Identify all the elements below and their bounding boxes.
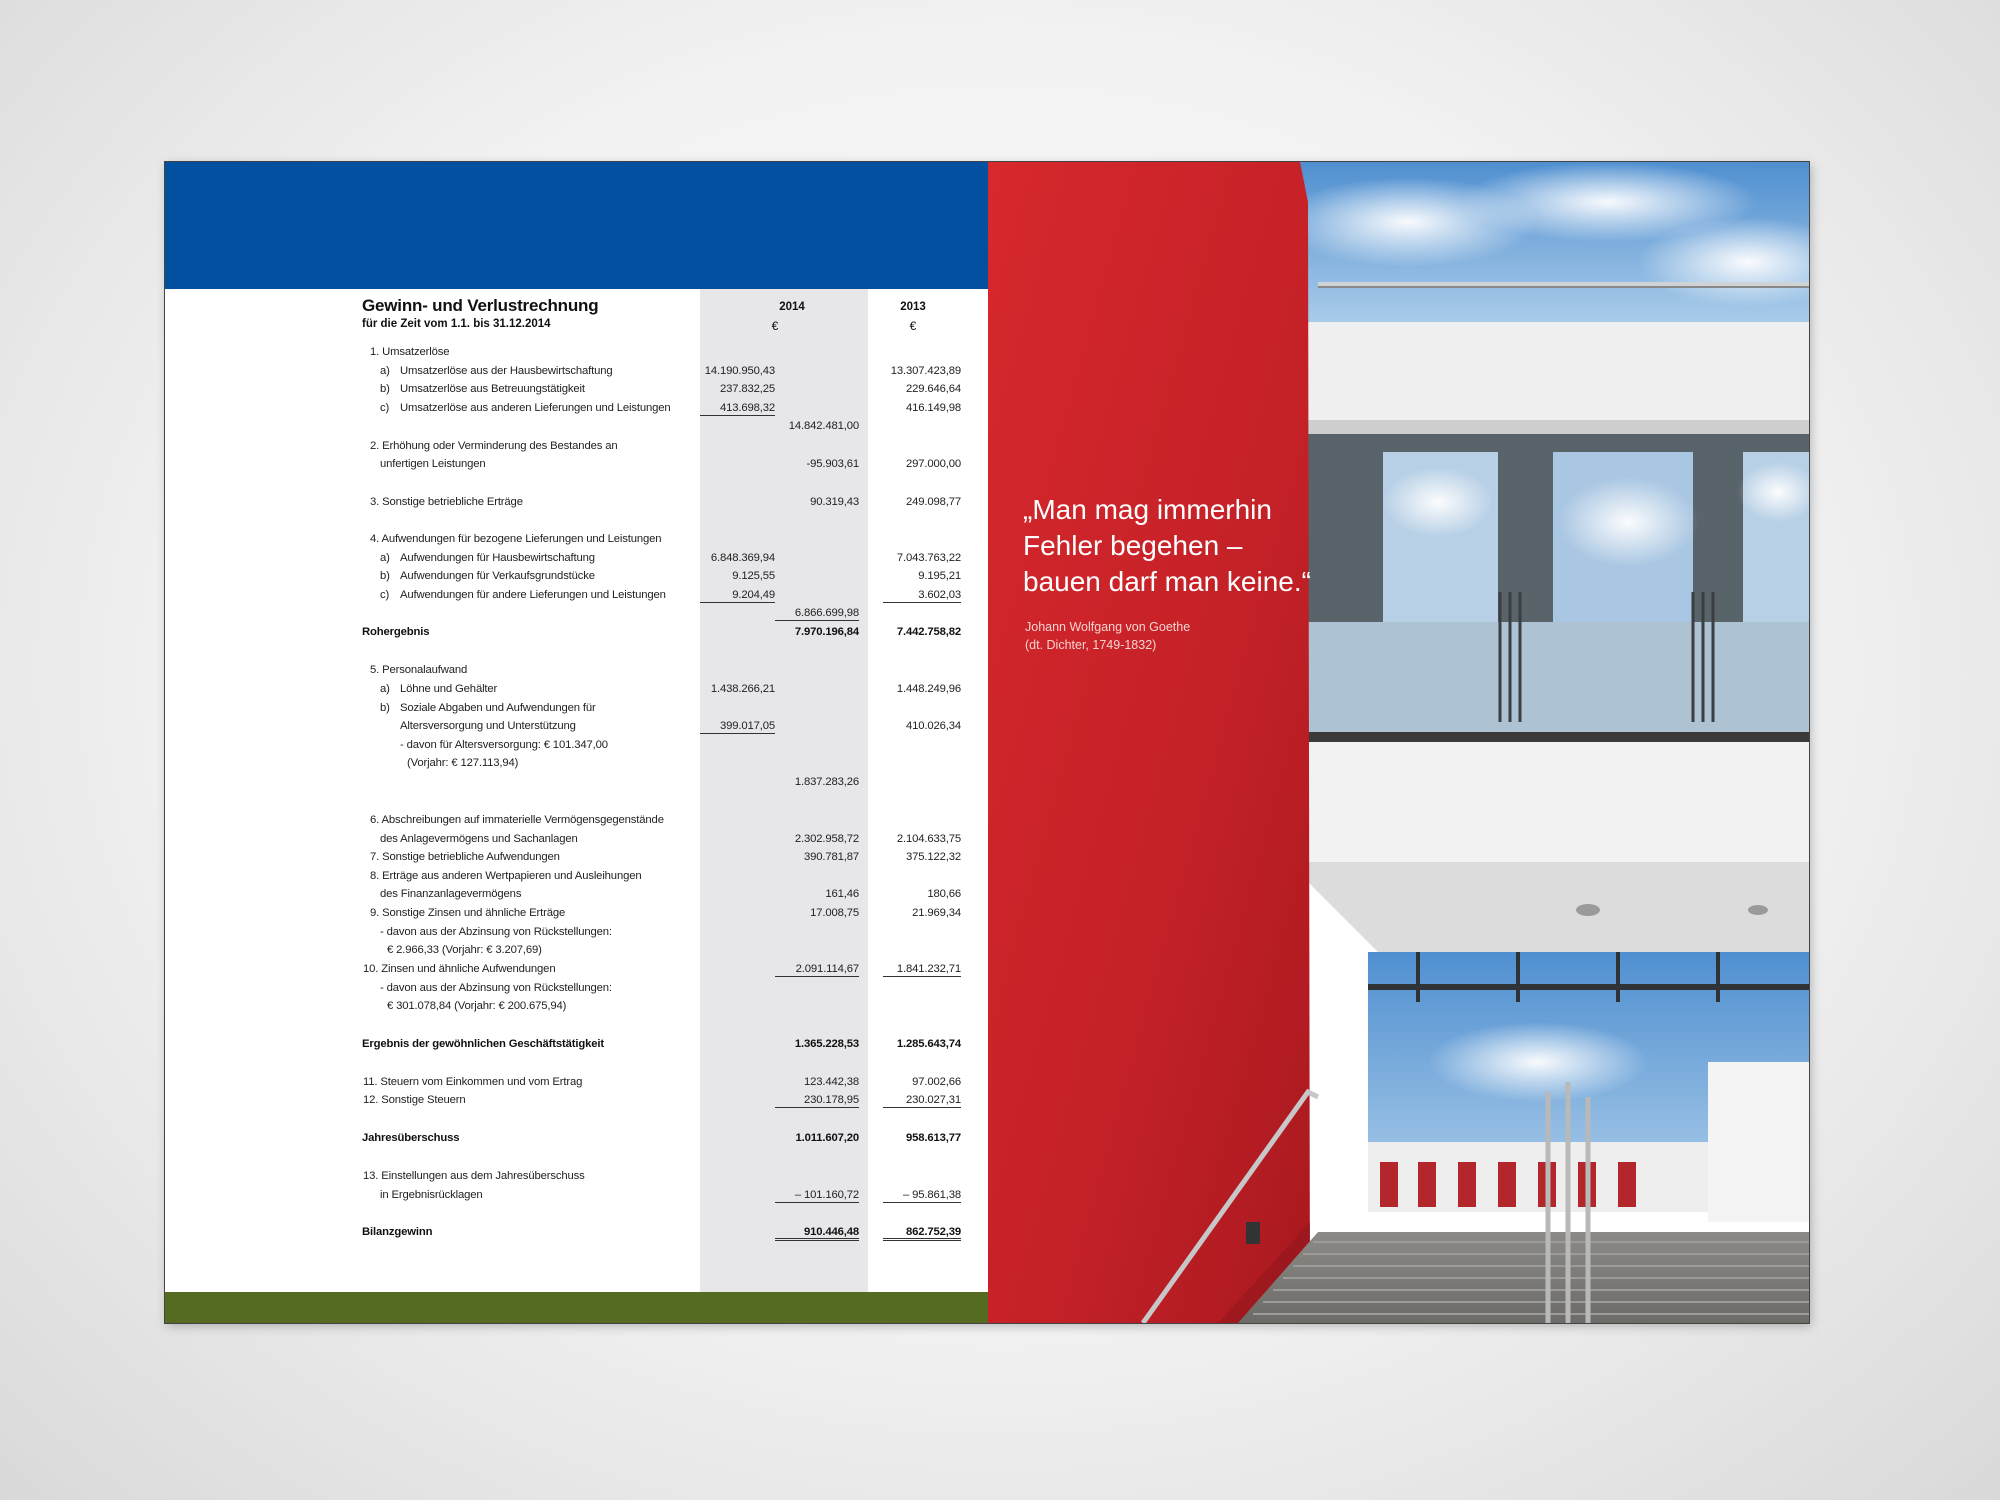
statement-row bbox=[165, 720, 988, 736]
quote-line-1: „Man mag immerhin bbox=[1023, 494, 1272, 525]
value-detail-2014: 6.848.369,94 bbox=[710, 552, 775, 564]
statement-row bbox=[165, 1170, 988, 1186]
value-2013: 180,66 bbox=[927, 888, 961, 900]
value-detail-2014: 1.438.266,21 bbox=[710, 683, 775, 695]
value-total-2014: -95.903,61 bbox=[806, 458, 859, 470]
statement-row bbox=[165, 1000, 988, 1016]
value-2013: 862.752,39 bbox=[883, 1226, 961, 1241]
statement-row bbox=[165, 383, 988, 399]
row-label: b) bbox=[380, 702, 390, 714]
row-text: Umsatzerlöse aus der Hausbewirtschaftung bbox=[400, 365, 613, 377]
value-2013: 249.098,77 bbox=[905, 496, 961, 508]
row-text: - davon aus der Abzinsung von Rückstellungen: bbox=[380, 926, 612, 938]
value-total-2014: 2.091.114,67 bbox=[775, 963, 859, 977]
statement-row bbox=[165, 346, 988, 362]
row-text: € 2.966,33 (Vorjahr: € 3.207,69) bbox=[387, 944, 542, 956]
quote-line-2: Fehler begehen – bbox=[1023, 530, 1243, 561]
row-text: Aufwendungen für andere Lieferungen und Leistungen bbox=[400, 589, 666, 601]
column-year-2013: 2013 bbox=[900, 301, 926, 313]
statement-row bbox=[165, 982, 988, 998]
value-2013: 13.307.423,89 bbox=[890, 365, 961, 377]
value-detail-2014: 14.190.950,43 bbox=[704, 365, 775, 377]
statement-row bbox=[165, 440, 988, 456]
value-total-2014: 230.178,95 bbox=[775, 1094, 859, 1108]
statement-row bbox=[165, 1038, 988, 1054]
column-currency-2013: € bbox=[909, 319, 917, 333]
row-text: (Vorjahr: € 127.113,94) bbox=[407, 757, 519, 769]
statement-row bbox=[165, 496, 988, 512]
column-year-2014: 2014 bbox=[779, 301, 805, 313]
statement-row bbox=[165, 870, 988, 886]
value-total-2014: 161,46 bbox=[825, 888, 859, 900]
row-label: a) bbox=[380, 552, 390, 564]
value-2013: 229.646,64 bbox=[905, 383, 961, 395]
value-detail-2014: 413.698,32 bbox=[700, 402, 775, 416]
row-label: c) bbox=[380, 589, 390, 601]
statement-row bbox=[165, 888, 988, 904]
statement-row bbox=[165, 926, 988, 942]
value-detail-2014: 399.017,05 bbox=[700, 720, 775, 734]
row-text: Aufwendungen für Verkaufsgrundstücke bbox=[400, 570, 595, 582]
statement-row bbox=[165, 702, 988, 718]
value-total-2014: 390.781,87 bbox=[803, 851, 859, 863]
row-label: c) bbox=[380, 402, 390, 414]
statement-row bbox=[165, 402, 988, 418]
row-text: des Anlagevermögens und Sachanlagen bbox=[380, 833, 578, 845]
row-text: - davon aus der Abzinsung von Rückstellungen: bbox=[380, 982, 612, 994]
row-text: - davon für Altersversorgung: € 101.347,00 bbox=[400, 739, 608, 751]
statement-row bbox=[165, 1094, 988, 1110]
value-2013: 297.000,00 bbox=[905, 458, 961, 470]
financial-statement-page bbox=[165, 162, 988, 1323]
row-label: b) bbox=[380, 383, 390, 395]
header-color-band bbox=[165, 162, 988, 289]
row-text: des Finanzanlagevermögens bbox=[380, 888, 522, 900]
value-2013: 97.002,66 bbox=[912, 1076, 961, 1088]
value-detail-2014: 9.204,49 bbox=[700, 589, 775, 603]
value-2013: 958.613,77 bbox=[905, 1132, 961, 1144]
row-label: a) bbox=[380, 683, 390, 695]
statement-row bbox=[165, 851, 988, 867]
statement-row bbox=[165, 739, 988, 755]
row-label: Rohergebnis bbox=[362, 626, 430, 638]
statement-row bbox=[165, 1076, 988, 1092]
row-label: 11. Steuern vom Einkommen und vom Ertrag bbox=[363, 1076, 583, 1088]
row-label: 2. Erhöhung oder Verminderung des Bestandes an bbox=[370, 440, 618, 452]
value-2013: 1.448.249,96 bbox=[896, 683, 961, 695]
statement-row bbox=[165, 589, 988, 605]
row-text: in Ergebnisrücklagen bbox=[380, 1189, 483, 1201]
row-label: 3. Sonstige betriebliche Erträge bbox=[370, 496, 523, 508]
value-total-2014: – 101.160,72 bbox=[775, 1189, 859, 1203]
value-total-2014: 2.302.958,72 bbox=[794, 833, 859, 845]
statement-row bbox=[165, 776, 988, 792]
statement-row bbox=[165, 365, 988, 381]
statement-row bbox=[165, 757, 988, 773]
quote-author: Johann Wolfgang von Goethe bbox=[1025, 620, 1191, 634]
row-label: 6. Abschreibungen auf immaterielle Vermögensgegenstände bbox=[370, 814, 664, 826]
row-label: 9. Sonstige Zinsen und ähnliche Erträge bbox=[370, 907, 566, 919]
statement-row bbox=[165, 963, 988, 979]
building-photo bbox=[988, 162, 1809, 1323]
row-text: Umsatzerlöse aus Betreuungstätigkeit bbox=[400, 383, 585, 395]
row-label: 10. Zinsen und ähnliche Aufwendungen bbox=[363, 963, 556, 975]
quote-attribution bbox=[1025, 618, 1190, 654]
statement-title: Gewinn- und Verlustrechnung bbox=[362, 296, 599, 315]
quote-line-3: bauen darf man keine.“ bbox=[1023, 566, 1311, 597]
row-text: Soziale Abgaben und Aufwendungen für bbox=[400, 702, 596, 714]
statement-row bbox=[165, 1132, 988, 1148]
row-label: a) bbox=[380, 365, 390, 377]
statement-row bbox=[165, 607, 988, 623]
statement-row bbox=[165, 664, 988, 680]
value-detail-2014: 9.125,55 bbox=[732, 570, 775, 582]
row-label: 12. Sonstige Steuern bbox=[363, 1094, 466, 1106]
column-currency-2014: € bbox=[771, 319, 779, 333]
value-2013: 1.841.232,71 bbox=[883, 963, 961, 977]
row-label: 7. Sonstige betriebliche Aufwendungen bbox=[370, 851, 560, 863]
row-text: Umsatzerlöse aus anderen Lieferungen und Leistungen bbox=[400, 402, 671, 414]
value-total-2014: 6.866.699,98 bbox=[775, 607, 859, 621]
goethe-quote bbox=[1023, 492, 1311, 600]
value-2013: 21.969,34 bbox=[912, 907, 961, 919]
statement-row bbox=[165, 420, 988, 436]
value-2013: 3.602,03 bbox=[883, 589, 961, 603]
statement-row bbox=[165, 533, 988, 549]
statement-row bbox=[165, 458, 988, 474]
statement-row bbox=[165, 626, 988, 642]
value-total-2014: 17.008,75 bbox=[810, 907, 859, 919]
value-2013: 1.285.643,74 bbox=[896, 1038, 961, 1050]
statement-row bbox=[165, 1189, 988, 1205]
quote-author-note: (dt. Dichter, 1749-1832) bbox=[1025, 638, 1157, 652]
statement-row bbox=[165, 814, 988, 830]
value-total-2014: 90.319,43 bbox=[810, 496, 859, 508]
statement-row bbox=[165, 552, 988, 568]
value-2013: 230.027,31 bbox=[883, 1094, 961, 1108]
value-2013: 2.104.633,75 bbox=[896, 833, 961, 845]
row-text: unfertigen Leistungen bbox=[380, 458, 486, 470]
statement-row bbox=[165, 570, 988, 586]
statement-row bbox=[165, 907, 988, 923]
statement-row bbox=[165, 944, 988, 960]
value-2013: 375.122,32 bbox=[905, 851, 961, 863]
value-2013: 7.043.763,22 bbox=[896, 552, 961, 564]
statement-row bbox=[165, 683, 988, 699]
value-2013: – 95.861,38 bbox=[883, 1189, 961, 1203]
value-total-2014: 1.011.607,20 bbox=[795, 1132, 859, 1144]
row-label: b) bbox=[380, 570, 390, 582]
photo-page bbox=[988, 162, 1809, 1323]
row-label: 4. Aufwendungen für bezogene Lieferungen und Leistungen bbox=[370, 533, 662, 545]
row-label: Jahresüberschuss bbox=[362, 1132, 460, 1144]
row-text: € 301.078,84 (Vorjahr: € 200.675,94) bbox=[387, 1000, 567, 1012]
row-label: 8. Erträge aus anderen Wertpapieren und Ausleihungen bbox=[370, 870, 642, 882]
row-text: Aufwendungen für Hausbewirtschaftung bbox=[400, 552, 595, 564]
row-label: 13. Einstellungen aus dem Jahresüberschuss bbox=[363, 1170, 585, 1182]
value-total-2014: 1.365.228,53 bbox=[794, 1038, 859, 1050]
value-detail-2014: 237.832,25 bbox=[719, 383, 775, 395]
row-label: 5. Personalaufwand bbox=[370, 664, 468, 676]
value-total-2014: 123.442,38 bbox=[803, 1076, 859, 1088]
value-total-2014: 7.970.196,84 bbox=[794, 626, 859, 638]
statement-row bbox=[165, 1226, 988, 1242]
row-label: 1. Umsatzerlöse bbox=[370, 346, 450, 358]
statement-subtitle: für die Zeit vom 1.1. bis 31.12.2014 bbox=[362, 318, 551, 330]
footer-color-band bbox=[165, 1292, 988, 1323]
value-2013: 416.149,98 bbox=[905, 402, 961, 414]
value-total-2014: 1.837.283,26 bbox=[794, 776, 859, 788]
value-2013: 9.195,21 bbox=[918, 570, 961, 582]
row-text: Löhne und Gehälter bbox=[400, 683, 498, 695]
value-2013: 410.026,34 bbox=[905, 720, 961, 732]
row-text: Altersversorgung und Unterstützung bbox=[400, 720, 576, 732]
row-label: Bilanzgewinn bbox=[362, 1226, 433, 1238]
value-total-2014: 910.446,48 bbox=[775, 1226, 859, 1241]
row-label: Ergebnis der gewöhnlichen Geschäftstätigkeit bbox=[362, 1038, 604, 1050]
statement-row bbox=[165, 833, 988, 849]
value-2013: 7.442.758,82 bbox=[896, 626, 961, 638]
brochure-spread bbox=[165, 162, 1809, 1323]
value-total-2014: 14.842.481,00 bbox=[788, 420, 859, 432]
